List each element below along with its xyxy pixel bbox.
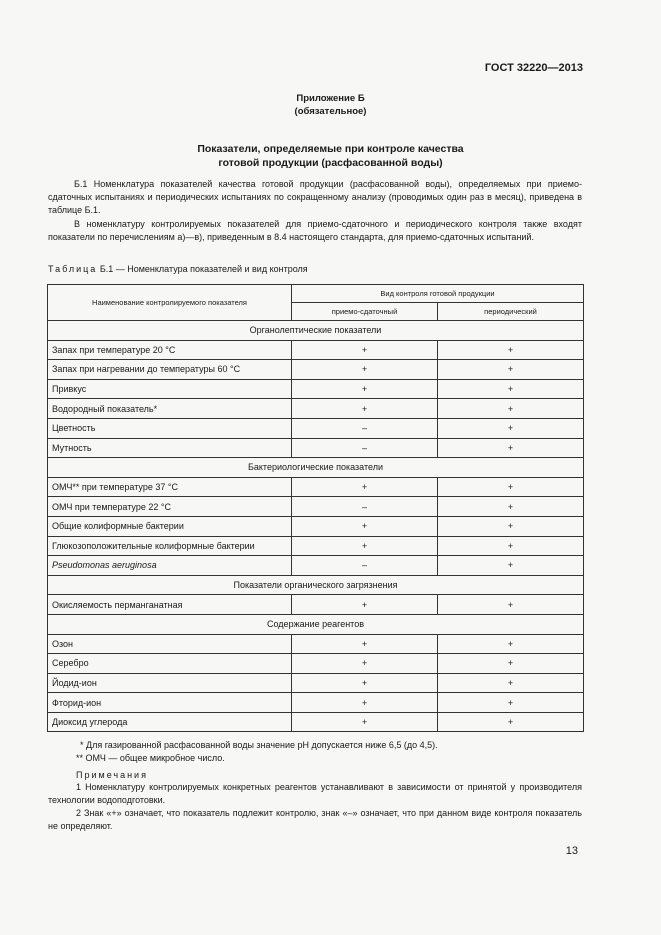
- periodic-mark: +: [438, 712, 584, 732]
- page-number: 13: [565, 845, 578, 857]
- group-title: Бактериологические показатели: [48, 458, 584, 478]
- table-row: [48, 477, 584, 497]
- periodic-mark: +: [438, 634, 584, 654]
- col-header-acceptance: приемо-сдаточный: [292, 303, 438, 321]
- section-title-line1: Показатели, определяемые при контроле качества: [197, 143, 464, 155]
- indicator-name: Фторид-ион: [48, 693, 292, 713]
- indicator-name: Цветность: [48, 418, 292, 438]
- acceptance-mark: +: [292, 399, 438, 419]
- group-title: Показатели органического загрязнения: [48, 575, 584, 595]
- notes-title: Примечания: [76, 769, 148, 780]
- table-caption-text: Б.1 — Номенклатура показателей и вид контроля: [99, 264, 308, 274]
- acceptance-mark: +: [292, 477, 438, 497]
- table-row: [48, 497, 584, 517]
- indicator-name: Запах при нагревании до температуры 60 °С: [48, 360, 292, 380]
- col-header-periodic: периодический: [438, 303, 584, 321]
- col-header-name: Наименование контролируемого показателя: [48, 285, 292, 321]
- table-row: [48, 634, 584, 654]
- table-group-row: [48, 575, 584, 595]
- acceptance-mark: –: [292, 497, 438, 517]
- appendix-heading: [0, 92, 661, 118]
- acceptance-mark: +: [292, 634, 438, 654]
- group-title: Содержание реагентов: [48, 614, 584, 634]
- acceptance-mark: +: [292, 654, 438, 674]
- table-row: [48, 693, 584, 713]
- appendix-status: (обязательное): [294, 106, 367, 117]
- acceptance-mark: +: [292, 712, 438, 732]
- table-row: [48, 418, 584, 438]
- periodic-mark: +: [438, 556, 584, 576]
- table-row: [48, 654, 584, 674]
- table-row: [48, 516, 584, 536]
- table-row: [48, 673, 584, 693]
- indicator-name: Мутность: [48, 438, 292, 458]
- periodic-mark: +: [438, 340, 584, 360]
- periodic-mark: +: [438, 673, 584, 693]
- table-row: [48, 438, 584, 458]
- group-title: Органолептические показатели: [48, 321, 584, 341]
- acceptance-mark: +: [292, 340, 438, 360]
- acceptance-mark: +: [292, 595, 438, 615]
- indicator-name: ОМЧ** при температуре 37 °С: [48, 477, 292, 497]
- table-row: [48, 360, 584, 380]
- table-caption: [48, 264, 308, 274]
- periodic-mark: +: [438, 477, 584, 497]
- indicator-name: Запах при температуре 20 °С: [48, 340, 292, 360]
- periodic-mark: +: [438, 536, 584, 556]
- indicator-name: Окисляемость перманганатная: [48, 595, 292, 615]
- table-row: [48, 399, 584, 419]
- acceptance-mark: +: [292, 379, 438, 399]
- table-body: [48, 321, 584, 732]
- acceptance-mark: +: [292, 360, 438, 380]
- acceptance-mark: +: [292, 516, 438, 536]
- indicator-name: Глюкозоположительные колиформные бактерии: [48, 536, 292, 556]
- periodic-mark: +: [438, 654, 584, 674]
- table-row: [48, 556, 584, 576]
- standard-number: ГОСТ 32220—2013: [484, 62, 583, 74]
- acceptance-mark: –: [292, 556, 438, 576]
- appendix-title: Приложение Б: [296, 93, 365, 104]
- table-group-row: [48, 458, 584, 478]
- intro-text: [48, 178, 582, 244]
- section-title: [0, 142, 661, 170]
- periodic-mark: +: [438, 595, 584, 615]
- table-group-row: [48, 321, 584, 341]
- periodic-mark: +: [438, 497, 584, 517]
- periodic-mark: +: [438, 360, 584, 380]
- indicator-name: ОМЧ при температуре 22 °С: [48, 497, 292, 517]
- acceptance-mark: +: [292, 693, 438, 713]
- acceptance-mark: –: [292, 418, 438, 438]
- periodic-mark: +: [438, 693, 584, 713]
- indicator-name: Pseudomonas aeruginosa: [48, 556, 292, 576]
- periodic-mark: +: [438, 438, 584, 458]
- table-row: [48, 340, 584, 360]
- footnote-1: * Для газированной расфасованной воды значение рН допускается ниже 6,5 (до 4,5).: [80, 740, 438, 750]
- periodic-mark: +: [438, 516, 584, 536]
- periodic-mark: +: [438, 379, 584, 399]
- table-caption-prefix: Таблица: [48, 264, 98, 274]
- footnote-2: ** ОМЧ — общее микробное число.: [76, 752, 225, 763]
- table-row: [48, 595, 584, 615]
- intro-paragraph-1: Б.1 Номенклатура показателей качества готовой продукции (расфасованной воды), определяемых при приемо-сдаточных испытаниях и периодических испытаниях по сокращенному анализу (проводимых один раз в месяц), приведена в таблице Б.1.: [48, 179, 582, 216]
- acceptance-mark: +: [292, 536, 438, 556]
- acceptance-mark: –: [292, 438, 438, 458]
- indicator-name: Общие колиформные бактерии: [48, 516, 292, 536]
- intro-paragraph-2: В номенклатуру контролируемых показателей для приемо-сдаточного и периодического контроля также входят показатели по перечислениям а)—в), приведенным в 8.4 настоящего стандарта, для приемо-сдаточных испытаний.: [48, 218, 582, 242]
- note-2: 2 Знак «+» означает, что показатель подлежит контролю, знак «–» означает, что при данном виде контроля показатель не определяют.: [48, 807, 582, 831]
- indicator-name: Озон: [48, 634, 292, 654]
- note-1: 1 Номенклатуру контролируемых конкретных реагентов устанавливают в зависимости от принятой у производителя технологии водоподготовки.: [48, 782, 582, 806]
- indicator-name: Серебро: [48, 654, 292, 674]
- acceptance-mark: +: [292, 673, 438, 693]
- table-group-row: [48, 614, 584, 634]
- section-title-line2: готовой продукции (расфасованной воды): [218, 157, 443, 169]
- table-row: [48, 536, 584, 556]
- table-row: [48, 712, 584, 732]
- footnotes: [48, 739, 582, 833]
- indicator-name: Привкус: [48, 379, 292, 399]
- periodic-mark: +: [438, 399, 584, 419]
- col-header-group: Вид контроля готовой продукции: [292, 285, 584, 303]
- table-row: [48, 379, 584, 399]
- indicators-table: [47, 284, 584, 732]
- indicator-name: Водородный показатель*: [48, 399, 292, 419]
- periodic-mark: +: [438, 418, 584, 438]
- indicator-name: Диоксид углерода: [48, 712, 292, 732]
- indicator-name: Йодид-ион: [48, 673, 292, 693]
